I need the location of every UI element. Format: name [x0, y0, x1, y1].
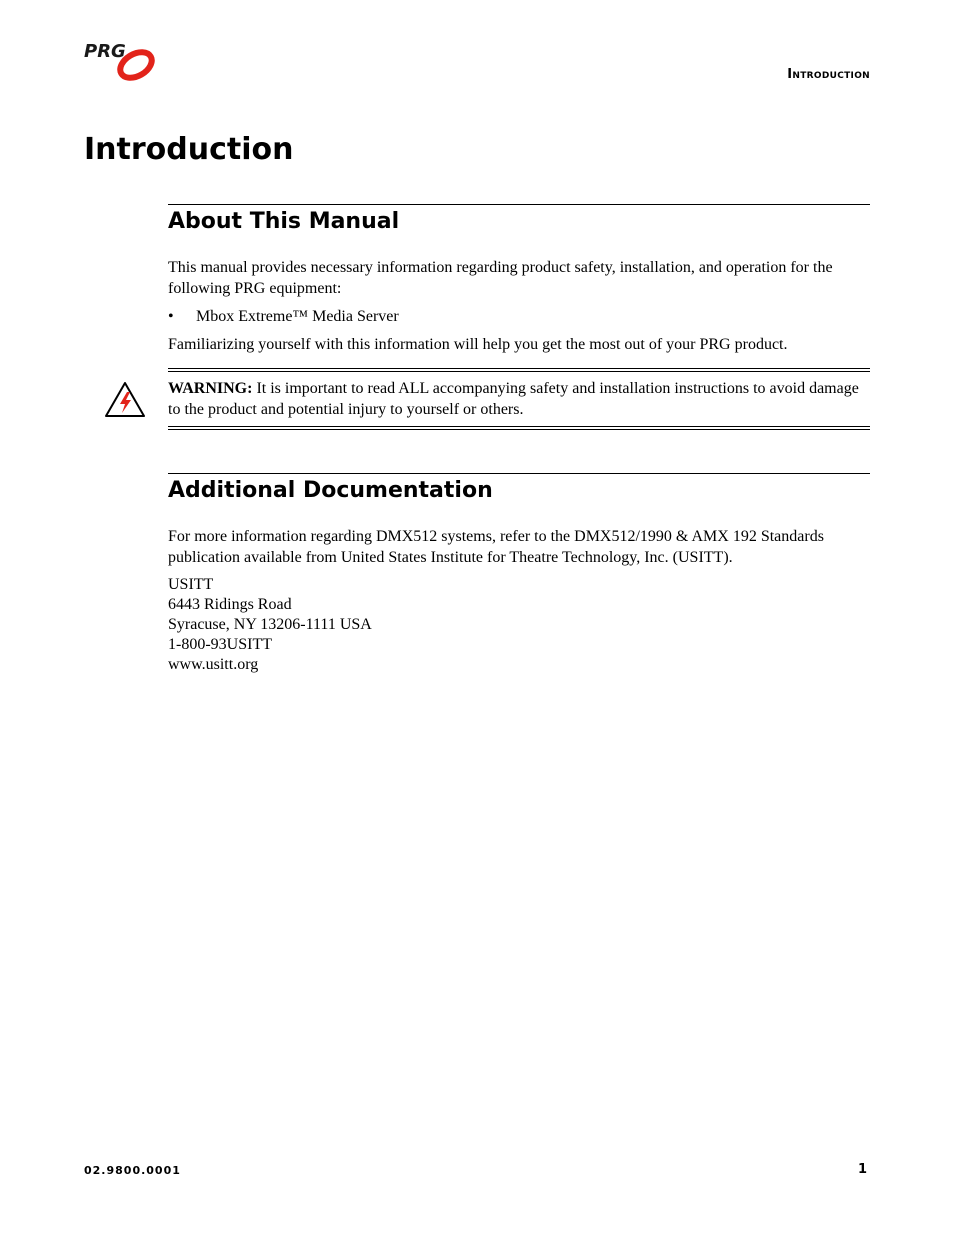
prg-logo-text: PRG	[84, 41, 126, 62]
warning-label: WARNING:	[168, 380, 253, 397]
bullet-dot: •	[168, 308, 174, 325]
additional-heading: Additional Documentation	[168, 478, 493, 503]
address-line: 1-800-93USITT	[168, 636, 272, 653]
additional-intro: For more information regarding DMX512 systems, refer to the DMX512/1990 & AMX 192 Standards publication available from United States Institute for Theatre Technology, Inc. (USITT).	[168, 528, 824, 566]
address-line: www.usitt.org	[168, 656, 259, 673]
additional-section	[168, 473, 870, 675]
address-line: Syracuse, NY 13206-1111 USA	[168, 616, 372, 633]
list-item-text: Mbox Extreme™ Media Server	[196, 308, 399, 325]
about-section	[168, 204, 870, 355]
warning-icon-wrapper	[104, 381, 146, 418]
footer-doc-number: 02.9800.0001	[84, 1164, 181, 1177]
about-closing: Familiarizing yourself with this information will help you get the most out of your PRG product.	[168, 336, 788, 353]
prg-logo	[84, 40, 158, 82]
warning-box	[168, 368, 870, 430]
about-heading: About This Manual	[168, 209, 400, 234]
address-line: 6443 Ridings Road	[168, 596, 292, 613]
address-line: USITT	[168, 576, 214, 593]
prg-logo-icon	[84, 40, 158, 82]
page-title: Introduction	[84, 132, 294, 167]
warning-text	[168, 372, 870, 426]
running-header: Introduction	[787, 67, 870, 82]
warning-message: It is important to read ALL accompanying safety and installation instructions to avoid damage to the product and potential injury to yourself or others.	[168, 380, 859, 418]
high-voltage-warning-icon	[104, 381, 146, 418]
usitt-address	[168, 575, 870, 675]
warning-bottom-rule	[168, 426, 870, 430]
footer-page-number: 1	[857, 1162, 867, 1177]
list-item	[168, 306, 870, 327]
about-intro: This manual provides necessary information regarding product safety, installation, and operation for the following PRG equipment:	[168, 259, 833, 297]
